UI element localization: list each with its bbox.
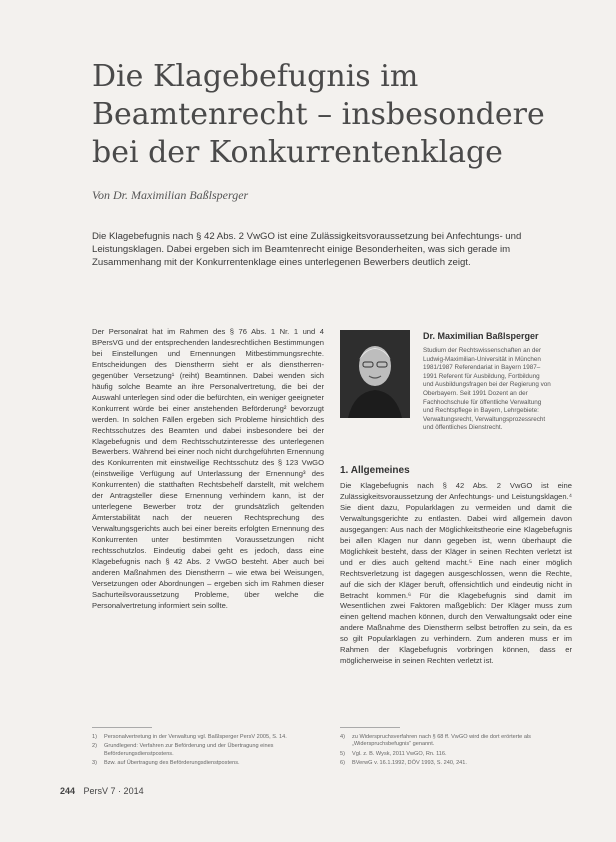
section-paragraph: Die Klagebefugnis nach § 42 Abs. 2 VwGO ist eine Zulässigkeitsvoraussetzung der Anfechtungs- und Leistungsklagen.⁴ Sie dient dazu, Popularklagen zu vermeiden und damit die Verwaltungsgerichte zu entlasten. Dabei wird allgemein davon ausgegangen: Aus nach der Möglichkeitstheorie eine Klagebefugnis bei allen Klagen nur dann gegeben ist, wenn überhaupt die Möglichkeit besteht, dass der Kläger in seinen Rechten verletzt ist und er dies auch geltend macht.⁵ Eine nach einer möglich Rechtsverletzung ist dagegen ausgeschlossen, wenn die Rechte, auf die sich der Kläger beruft, offensichtlich und eindeutig nicht in Betracht kommen.⁶ Für die Klagebefugnis sind damit im Wesentlichen zwei Faktoren maßgeblich: Der Kläger muss zum einen geltend machen können, durch den Verwaltungsakt oder eine andere Maßnahme des Dienstherrn selbst betroffen zu sein, da es so gilt Popularklagen zu verhindern. Zum anderen muss er im Rahmen der Klagebefugnis vorbringen können, dass er möglicherweise in seinen Rechten verletzt ist. [340, 481, 572, 666]
footnote: 3) Bzw. auf Übertragung des Beförderungsdienstpostens. [92, 760, 240, 767]
footnote: 6) BVerwG v. 16.1.1992, DÖV 1993, S. 240, 241. [340, 760, 467, 767]
footnote: 5) Vgl. z. B. Wysk, 2011 VwGO, Rn. 116. [340, 750, 447, 757]
journal-issue: PersV 7 · 2014 [83, 786, 144, 796]
body-paragraph: Der Personalrat hat im Rahmen des § 76 Abs. 1 Nr. 1 und 4 BPersVG und der entsprechenden landesrechtlichen Bestimmungen bei Einstellungen und Ernennungen Mitbestimmungsrechte. Entscheidungen des Dienstherrn sieht er als dienstherren-gegenüber Versetzung¹ (reiht) Beamtinnen. Dabei wenden sich häufig solche Beamte an ihre Personalvertretung, die bei der Auswahl unterlegen sind oder die befürchten, ein weniger geeigneter Konkurrent würde bei einer anstehenden Beförderung² bevorzugt werden. In solchen Fällen ergeben sich Probleme hinsichtlich des Rechtsschutzes des Beamten und dabei insbesondere bei der Klagebefugnis und dem Rechtsschutzinteresse des unterlegenen Bewerbers. Während bei einer noch nicht durchgeführten Ernennung des Konkurrenten mit einstweilige Rechtsschutz des § 123 VwGO (einstweilige Verfügung auf Unterlassung der Ernennung³ des Konkurrenten) die statthaften Rechtsbehelf darstellt, mit welchem der Antragsteller diese Ernennung verhindern kann, ist der unterlegene Bewerber trotz der grundsätzlich geltenden Ämterstabilität nach der neueren Rechtsprechung des Verwaltungsgerichts auch bei einer bereits erfolgten Ernennung des Konkurrenten unter bestimmten Voraussetzungen nicht rechtsschutzlos. Eindeutig dabei geht es jedoch, dass eine Klagebefugnis nach § 42 Abs. 2 VwGO besteht. Aber auch bei anderen Maßnahmen des Dienstherrn – wie etwa bei Weisungen, Versetzungen oder Abordnungen – ergeben sich im Rahmen dieser Sachurteilsvoraussetzung Probleme, über welche die Personalvertretung informiert sein sollte. [92, 327, 324, 610]
footnote: 4) zu Widerspruchsverfahren nach § 68 ff. VwGO wird die dort erörterte als „Widerspruchsbefugnis“ genannt. [340, 734, 531, 748]
footnotes-right [340, 734, 572, 770]
footnote: 1) Personalvertretung in der Verwaltung vgl. Baßlsperger PersV 2005, S. 14. [92, 734, 287, 740]
page-footer [60, 786, 144, 796]
author-photo [340, 330, 410, 418]
article-lead: Die Klagebefugnis nach § 42 Abs. 2 VwGO ist eine Zulässigkeitsvoraussetzung bei Anfechtungs- und Leistungsklagen. Dabei ergeben sich im Beamtenrecht einige Besonderheiten, was sich gerade im Zusammenhang mit der Konkurrentenklage eines unterlegenen Bewerbers deutlich zeigt. [92, 231, 522, 268]
author-portrait-image [340, 330, 410, 418]
footnote: 2) Grundlegend: Verfahren zur Beförderung und der Übertragung eines Beförderungsdienstpostens. [92, 743, 274, 757]
body-column-left [92, 327, 324, 612]
article-author: Von Dr. Maximilian Baßlsperger [92, 188, 249, 202]
footnotes-left [92, 734, 324, 770]
footnote-divider [92, 727, 152, 728]
page-number: 244 [60, 786, 76, 796]
footnote-divider [340, 727, 400, 728]
article-title: Die Klagebefugnis im Beamtenrecht – insbesondere bei der Konkurrentenklage [92, 59, 545, 170]
bio-text: Studium der Rechtswissenschaften an der Ludwig-Maximilian-Universität in München 1981/1987 Referendariat in Bayern 1987–1991 Referent für Ausbildung, Fortbildung und Ausbildungsfragen bei der Regierung von Oberbayern. Seit 1991 Dozent an der Fachhochschule für öffentliche Verwaltung und Rechtspflege in Bayern, Lehrgebiete: Verwaltungsrecht, Verwaltungsprozessrecht und öffentliches Dienstrecht. [423, 347, 551, 432]
body-column-right [340, 481, 572, 667]
bio-name: Dr. Maximilian Baßlsperger [423, 331, 539, 341]
section-heading: 1. Allgemeines [340, 465, 410, 476]
